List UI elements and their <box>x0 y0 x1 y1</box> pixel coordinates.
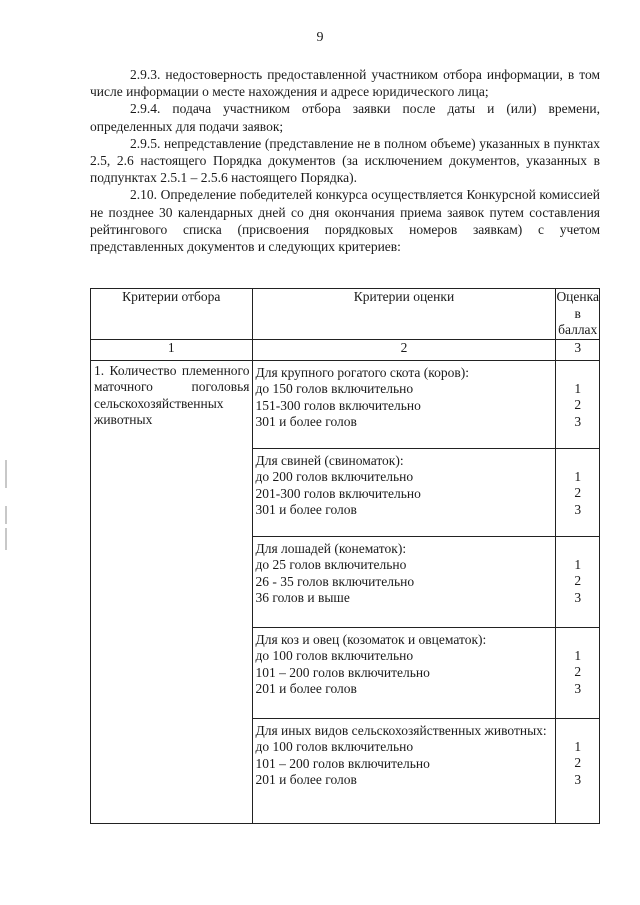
column-number-1: 1 <box>91 339 253 360</box>
group-line: 101 – 200 голов включительно <box>255 664 430 680</box>
score-value: 1 <box>574 556 582 572</box>
group-pigs <box>252 448 556 536</box>
table-row <box>91 360 600 448</box>
group-title: Для крупного рогатого скота (коров): <box>255 364 470 380</box>
scores-horses <box>556 536 600 627</box>
paragraph-2-9-4: 2.9.4. подача участником отбора заявки после даты и (или) времени, определенных для подачи заявок; <box>90 101 600 134</box>
column-number-row <box>91 339 600 360</box>
group-other-animals <box>252 718 556 823</box>
group-title: Для коз и овец (козоматок и овцематок): <box>255 631 487 647</box>
score-value: 2 <box>574 664 582 679</box>
score-value: 3 <box>574 589 582 605</box>
scan-margin-mark <box>5 460 7 488</box>
scores-other-animals <box>556 718 600 823</box>
group-line: 36 голов и выше <box>255 590 350 605</box>
group-line: до 100 голов включительно <box>255 648 414 663</box>
group-line: 101 – 200 голов включительно <box>255 755 430 771</box>
group-line: 301 и более голов <box>255 502 357 517</box>
group-title: Для свиней (свиноматок): <box>255 452 404 468</box>
group-line: 201 и более голов <box>255 772 357 787</box>
header-evaluation-criteria: Критерии оценки <box>252 289 556 340</box>
group-line: 26 - 35 голов включительно <box>255 573 415 589</box>
score-value: 2 <box>574 573 582 588</box>
table-header-row <box>91 289 600 340</box>
group-line: 151-300 голов включительно <box>255 397 421 413</box>
criteria-table <box>90 288 600 824</box>
page-number: 9 <box>316 30 324 45</box>
score-value: 1 <box>574 738 582 754</box>
scan-margin-mark <box>5 506 7 524</box>
score-value: 2 <box>574 397 582 412</box>
group-title: Для лошадей (конематок): <box>255 540 407 556</box>
group-line: до 100 голов включительно <box>255 739 414 754</box>
group-cattle <box>252 360 556 448</box>
header-selection-criteria: Критерии отбора <box>91 289 253 340</box>
score-value: 2 <box>574 485 582 500</box>
scores-goats-sheep <box>556 627 600 718</box>
scores-cattle <box>556 360 600 448</box>
group-horses <box>252 536 556 627</box>
score-value: 3 <box>574 501 582 517</box>
column-number-3: 3 <box>556 339 600 360</box>
paragraph-2-9-3: 2.9.3. недостоверность предоставленной участником отбора информации, в том числе информации о месте нахождения и адресе юридического лица; <box>90 67 600 100</box>
score-value: 3 <box>574 680 582 696</box>
group-goats-sheep <box>252 627 556 718</box>
score-value: 1 <box>574 647 582 663</box>
body-text <box>90 66 600 255</box>
group-line: 201 и более голов <box>255 681 357 696</box>
paragraph-2-10: 2.10. Определение победителей конкурса осуществляется Конкурсной комиссией не позднее 30 календарных дней со дня окончания приема заявок путем составления рейтингового списка (присвоения порядковых номеров заявкам) с учетом представленных документов и следующих критериев: <box>90 187 600 255</box>
score-value: 1 <box>574 380 582 396</box>
score-value: 1 <box>574 468 582 484</box>
header-score: Оценка в баллах <box>556 289 599 337</box>
score-value: 2 <box>574 755 582 770</box>
group-line: 201-300 голов включительно <box>255 485 421 501</box>
score-value: 3 <box>574 413 582 429</box>
group-title: Для иных видов сельскохозяйственных животных: <box>255 722 547 738</box>
criterion-cell: 1. Количество племенного маточного поголовья сельскохозяйственных животных <box>91 360 253 823</box>
column-number-2: 2 <box>252 339 556 360</box>
paragraph-2-9-5: 2.9.5. непредставление (представление не в полном объеме) указанных в пунктах 2.5, 2.6 настоящего Порядка документов (за исключением документов, указанных в подпунктах 2.5.1 – 2.5.6 настоящего Порядка). <box>90 135 600 186</box>
group-line: до 200 голов включительно <box>255 469 414 484</box>
group-line: до 150 голов включительно <box>255 381 414 396</box>
group-line: до 25 голов включительно <box>255 557 407 572</box>
group-line: 301 и более голов <box>255 414 357 429</box>
score-value: 3 <box>574 771 582 787</box>
scan-margin-mark <box>5 528 7 550</box>
scores-pigs <box>556 448 600 536</box>
